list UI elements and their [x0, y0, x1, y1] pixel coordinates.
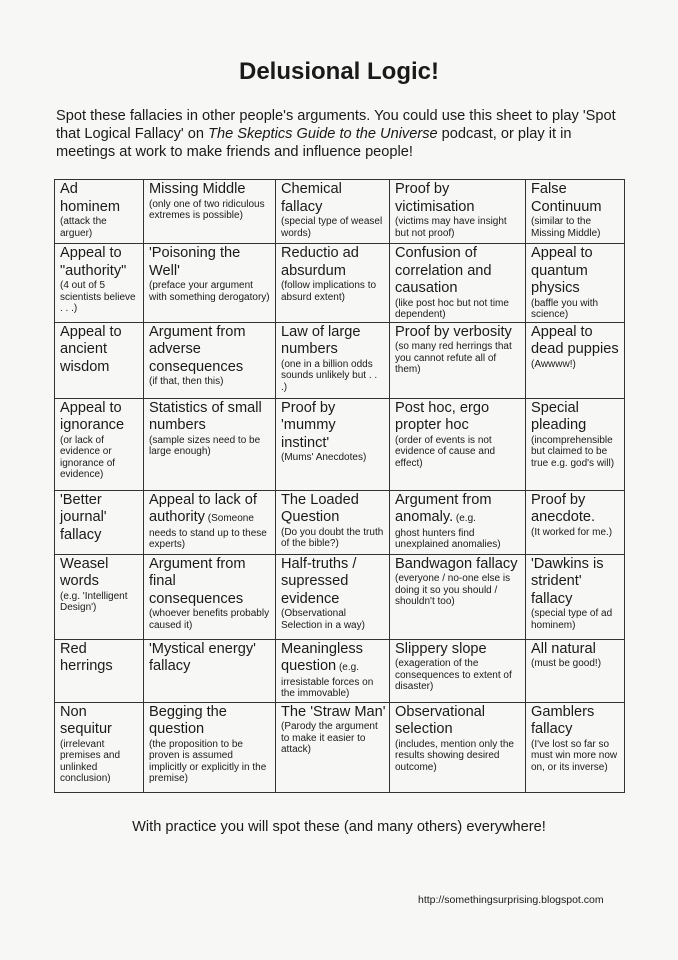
fallacy-name	[531, 181, 621, 216]
fallacy-name-text: Non sequitur	[60, 703, 112, 737]
fallacy-name-text: Meaningless question	[281, 640, 363, 674]
fallacy-name	[531, 400, 621, 435]
fallacy-description: (order of events is not evidence of cause and effect)	[395, 434, 496, 469]
fallacy-cell	[390, 639, 526, 702]
fallacy-name	[395, 641, 522, 659]
fallacy-description: (incomprehensible but claimed to be true e.g. god's will)	[531, 434, 615, 469]
fallacy-name	[395, 492, 522, 528]
fallacy-note-inline: (Someone	[204, 513, 254, 524]
fallacy-name	[60, 492, 140, 545]
fallacy-name-text: Law of large numbers	[281, 323, 361, 357]
fallacy-cell	[390, 554, 526, 639]
fallacy-note-inline: (e.g.	[453, 513, 476, 524]
fallacy-name	[281, 556, 386, 609]
fallacy-description: (exageration of the consequences to extent of disaster)	[395, 658, 512, 692]
fallacy-description: (the proposition to be proven is assumed implicitly or explicitly in the premise)	[149, 738, 267, 784]
fallacy-cell	[55, 554, 144, 639]
fallacy-cell	[526, 554, 625, 639]
fallacy-name-text: 'Better journal' fallacy	[60, 491, 107, 543]
closing-line: With practice you will spot these (and many others) everywhere!	[132, 819, 546, 835]
fallacy-description: ghost hunters find unexplained anomalies)	[395, 527, 501, 550]
fallacy-name-text: Post hoc, ergo propter hoc	[395, 399, 490, 433]
fallacy-name-text: 'Dawkins is strident' fallacy	[531, 555, 604, 607]
grid-row	[55, 639, 625, 702]
fallacy-cell	[526, 702, 625, 792]
fallacy-description: (so many red herrings that you cannot refute all of them)	[395, 341, 512, 375]
fallacy-grid	[54, 179, 625, 793]
fallacy-description: (Do you doubt the truth of the bible?)	[281, 526, 384, 549]
fallacy-description: (special type of weasel words)	[281, 216, 383, 239]
fallacy-cell	[55, 322, 144, 398]
fallacy-description: (It worked for me.)	[531, 526, 613, 538]
fallacy-name-text: Bandwagon fallacy	[395, 555, 518, 572]
fallacy-cell	[526, 322, 625, 398]
fallacy-name	[149, 245, 272, 280]
fallacy-name-text: Appeal to ignorance	[60, 399, 125, 433]
fallacy-name	[281, 324, 386, 359]
fallacy-name-text: Slippery slope	[395, 640, 487, 657]
fallacy-cell	[390, 180, 526, 244]
fallacy-name	[149, 492, 272, 528]
fallacy-name	[60, 245, 140, 280]
fallacy-name	[149, 400, 272, 435]
fallacy-name	[531, 245, 621, 298]
fallacy-name	[395, 181, 522, 216]
fallacy-description: (or lack of evidence or ignorance of evidence)	[60, 434, 116, 480]
fallacy-description: (follow implications to absurd extent)	[281, 280, 377, 303]
fallacy-description: (includes, mention only the results showing desired outcome)	[395, 738, 514, 773]
fallacy-name-text: Confusion of correlation and causation	[395, 245, 492, 296]
fallacy-description: (I've lost so far so must win more now on, or its inverse)	[531, 738, 618, 773]
fallacy-name-text: Proof by victimisation	[395, 181, 475, 215]
fallacy-name-text: Statistics of small numbers	[149, 399, 262, 433]
fallacy-cell	[144, 180, 276, 244]
fallacy-description: (baffle you with science)	[531, 297, 599, 320]
fallacy-cell	[276, 490, 390, 554]
fallacy-name-text: Observational selection	[395, 703, 486, 737]
fallacy-cell	[144, 639, 276, 702]
fallacy-description: (only one of two ridiculous extremes is possible)	[149, 198, 265, 221]
fallacy-cell	[276, 180, 390, 244]
grid-row	[55, 180, 625, 244]
fallacy-cell	[526, 244, 625, 323]
fallacy-name	[281, 400, 386, 453]
fallacy-description: (irrelevant premises and unlinked conclusion)	[60, 738, 121, 784]
fallacy-name-text: Begging the question	[149, 703, 227, 737]
fallacy-name	[395, 245, 522, 298]
fallacy-cell	[526, 490, 625, 554]
fallacy-description: (must be good!)	[531, 658, 602, 669]
page-title: Delusional Logic!	[238, 58, 439, 85]
fallacy-name	[395, 704, 522, 739]
fallacy-cell	[55, 490, 144, 554]
source-url: http://somethingsurprising.blogspot.com	[418, 894, 604, 906]
fallacy-name	[395, 400, 522, 435]
fallacy-name-text: Argument from anomaly.	[395, 491, 492, 525]
fallacy-name	[281, 245, 386, 280]
fallacy-cell	[526, 398, 625, 490]
fallacy-cell	[276, 322, 390, 398]
fallacy-name-text: The Loaded Question	[281, 491, 359, 525]
fallacy-name-text: Appeal to dead puppies	[531, 323, 619, 357]
fallacy-name-text: Reductio ad absurdum	[281, 245, 359, 279]
fallacy-name	[395, 556, 522, 574]
grid-row	[55, 398, 625, 490]
fallacy-description: irresistable forces on the immovable)	[281, 676, 374, 699]
fallacy-cell	[55, 244, 144, 323]
fallacy-description: (Parody the argument to make it easier to attack)	[281, 721, 378, 755]
fallacy-name-text: Appeal to quantum physics	[531, 245, 593, 296]
fallacy-name-text: Proof by verbosity	[395, 323, 512, 340]
fallacy-name	[60, 641, 140, 676]
fallacy-cell	[526, 639, 625, 702]
fallacy-name	[149, 704, 272, 739]
fallacy-cell	[55, 398, 144, 490]
fallacy-cell	[276, 398, 390, 490]
fallacy-name	[149, 181, 272, 199]
fallacy-cell	[390, 244, 526, 323]
fallacy-cell	[55, 180, 144, 244]
fallacy-description: (like post hoc but not time dependent)	[395, 297, 509, 320]
intro-text-end: podcast, or play it in meetings at work to make friends and influence people!	[56, 126, 572, 160]
fallacy-description: (preface your argument with something derogatory)	[149, 280, 270, 303]
grid-row	[55, 554, 625, 639]
fallacy-cell	[144, 490, 276, 554]
fallacy-description: (attack the arguer)	[60, 216, 107, 239]
fallacy-cell	[144, 554, 276, 639]
fallacy-name-text: Special pleading	[531, 399, 587, 433]
fallacy-name-text: The 'Straw Man'	[281, 703, 386, 720]
intro-text-start: Spot these fallacies in other people's arguments. You could use this sheet to play 'Spot that Logical Fallacy' on	[56, 108, 616, 142]
fallacy-description: (Observational Selection in a way)	[281, 608, 365, 631]
fallacy-name	[281, 181, 386, 216]
fallacy-cell	[390, 398, 526, 490]
fallacy-name	[281, 641, 386, 677]
fallacy-name-text: Chemical fallacy	[281, 181, 342, 215]
fallacy-cell	[144, 322, 276, 398]
fallacy-name	[395, 324, 522, 342]
fallacy-description: (4 out of 5 scientists believe . . .)	[60, 280, 136, 314]
fallacy-name	[149, 556, 272, 609]
intro-paragraph	[56, 107, 626, 161]
fallacy-name-text: Weasel words	[60, 555, 109, 589]
fallacy-name	[149, 324, 272, 377]
fallacy-description: (special type of ad hominem)	[531, 608, 613, 631]
fallacy-cell	[144, 702, 276, 792]
grid-row	[55, 490, 625, 554]
fallacy-name	[281, 492, 386, 527]
fallacy-cell	[276, 554, 390, 639]
fallacy-name-text: Proof by anecdote.	[531, 491, 596, 525]
fallacy-name	[149, 641, 272, 676]
fallacy-name	[531, 641, 621, 659]
fallacy-description: (Mums' Anecdotes)	[281, 452, 367, 463]
fallacy-description: (whoever benefits probably caused it)	[149, 608, 270, 631]
fallacy-description: needs to stand up to these experts)	[149, 527, 267, 550]
fallacy-name	[60, 704, 140, 739]
fallacy-name	[60, 324, 140, 377]
fallacy-name-text: Gamblers fallacy	[531, 703, 595, 737]
fallacy-name-text: Argument from adverse consequences	[149, 323, 246, 375]
fallacy-name	[60, 556, 140, 591]
fallacy-name	[531, 704, 621, 739]
fallacy-name-text: Argument from final consequences	[149, 555, 246, 607]
fallacy-description: (victims may have insight but not proof)	[395, 216, 507, 239]
grid-row	[55, 702, 625, 792]
fallacy-name-text: 'Mystical energy' fallacy	[149, 640, 256, 674]
fallacy-name-text: Appeal to "authority"	[60, 245, 127, 279]
fallacy-name-text: Red herrings	[60, 640, 113, 674]
fallacy-name	[60, 181, 140, 216]
fallacy-description: (Awwww!)	[531, 358, 576, 370]
fallacy-cell	[390, 322, 526, 398]
fallacy-cell	[144, 398, 276, 490]
grid-row	[55, 244, 625, 323]
fallacy-description: (e.g. 'Intelligent Design')	[60, 590, 128, 613]
fallacy-name-text: Appeal to lack of authority	[149, 491, 257, 525]
fallacy-name	[281, 704, 386, 722]
fallacy-description: (similar to the Missing Middle)	[531, 216, 601, 239]
fallacy-cell	[276, 702, 390, 792]
fallacy-name-text: 'Poisoning the Well'	[149, 245, 241, 279]
podcast-name: The Skeptics Guide to the Universe	[208, 126, 438, 142]
fallacy-name-text: Half-truths / supressed evidence	[281, 555, 357, 607]
fallacy-description: (if that, then this)	[149, 376, 224, 387]
fallacy-description: (everyone / no-one else is doing it so you should / shouldn't too)	[395, 573, 511, 607]
fallacy-cell	[390, 702, 526, 792]
fallacy-name-text: Proof by 'mummy instinct'	[281, 399, 336, 451]
fallacy-name	[60, 400, 140, 435]
fallacy-cell	[390, 490, 526, 554]
fallacy-name-text: Missing Middle	[149, 181, 246, 197]
fallacy-name-text: Ad hominem	[60, 181, 121, 215]
fallacy-name-text: False Continuum	[531, 181, 602, 215]
fallacy-note-inline: (e.g.	[336, 662, 359, 673]
fallacy-name	[531, 492, 621, 527]
grid-row	[55, 322, 625, 398]
fallacy-cell	[276, 244, 390, 323]
fallacy-name	[531, 324, 621, 359]
fallacy-cell	[144, 244, 276, 323]
fallacy-cell	[55, 702, 144, 792]
fallacy-name	[531, 556, 621, 609]
fallacy-description: (sample sizes need to be large enough)	[149, 434, 261, 457]
fallacy-description: (one in a billion odds sounds unlikely but . . .)	[281, 358, 378, 393]
fallacy-cell	[55, 639, 144, 702]
fallacy-name-text: Appeal to ancient wisdom	[60, 323, 122, 375]
fallacy-cell	[276, 639, 390, 702]
fallacy-cell	[526, 180, 625, 244]
fallacy-name-text: All natural	[531, 640, 596, 657]
